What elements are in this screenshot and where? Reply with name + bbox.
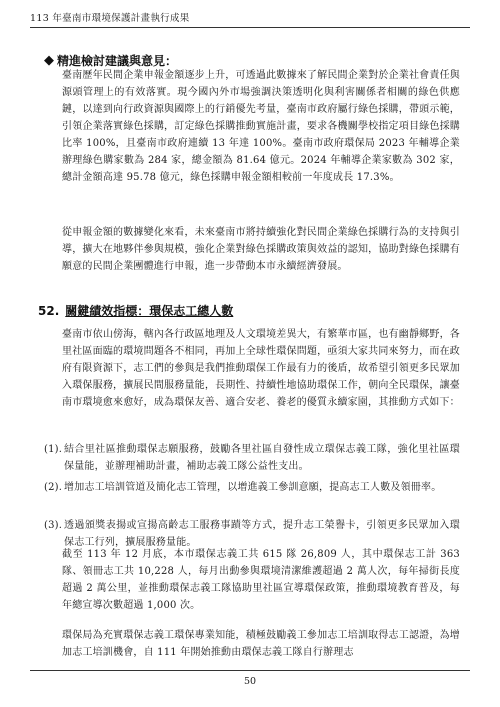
paragraph-review-2: 從申報金額的數據變化來看，未來臺南市將持續強化對民間企業綠色採購行為的支持與引導，擴大在地夥伴參與規模，強化企業對綠色採購政策與效益的認知，協助對綠色採購有願意的民間企業團體進行申報，進一步帶動本市永續經濟發展。 xyxy=(62,227,460,272)
section-title-text: 精進檢討建議與意見： xyxy=(57,54,178,68)
paragraph-training: 環保局為充實環保志義工環保專業知能，積極鼓勵義工參加志工培訓取得志工認證，為增加志工培訓機會，自 111 年開始推動由環保志義工隊自行辦理志 xyxy=(62,630,460,658)
paragraph-intro: 臺南市依山傍海，轄內各行政區地理及人文環境差異大，有繁華市區，也有幽靜鄉野，各里社區面臨的環境問題各不相同，再加上全球性環保問題，亟須大家共同來努力，而在政府有限資源下，志工們的參與是我們推動環保工作最有力的後盾，故希望引領更多民眾加入環保服務，擴展民間服務量能，長期性、持續性地協助環保工作，朝向全民環保，讓臺南市環境愈來愈好，成為環保友善、適合安老、養老的優質永續家園，其推動方式如下： xyxy=(62,329,460,408)
paragraph-review-1: 臺南歷年民間企業申報金額逐步上升，可透過此數據來了解民間企業對於企業社會責任與源頭管理上的有效落實。現今國內外市場強調決策透明化與利害關係者相關的綠色供應鏈，以達到向行政資源與國際上的行銷優先考量，臺南市政府屬行綠色採購，帶頭示範，引領企業落實綠色採購，訂定綠色採購推動實施計畫，要求各機關學校指定項目綠色採購比率 100%，且臺南市政府連續 13 年達 100%。臺南市政府環保局 2023 年輔導企業辦理綠色購家數為 284 家，總金額為 81.64 億元。2024 年輔導企業家數為 302 家，總計金額高達 95.78 億元，綠色採購申報金額相較前一年度成長 17.3%。 xyxy=(62,70,460,183)
diamond-bullet-icon: ◆ xyxy=(44,53,54,68)
list-item-text: 增加志工培訓管道及簡化志工管理，以增進義工參訓意願，提高志工人數及領冊率。 xyxy=(64,482,442,493)
list-item-marker: (2). xyxy=(44,482,63,493)
list-item-text: 結合里社區推動環保志願服務，鼓勵各里社區自發性成立環保志義工隊，強化里社區環保量能，並辦理補助計畫，補助志義工隊公益性支出。 xyxy=(64,444,460,472)
paragraph-stats: 截至 113 年 12 月底，本市環保志義工共 615 隊 26,809 人，其中環保志工計 363 隊、領冊志工共 10,228 人，每月出動參與環境清潔維護超過 2 萬人次，每年掃街長度超過 2 萬公里，並推動環保志義工隊協助里社區宣導環保政策，推動環境教育普及，每年總宣導次數超過 1,000 次。 xyxy=(62,549,460,611)
running-header: 113 年臺南市環境保護計畫執行成果 xyxy=(30,10,470,28)
list-item xyxy=(44,479,460,498)
list-item-marker: (3). xyxy=(44,520,63,531)
list-item-marker: (1). xyxy=(44,444,63,455)
indicator-title: 關鍵績效指標：環保志工總人數 xyxy=(65,304,234,318)
page-number: 50 xyxy=(243,676,257,687)
list-item xyxy=(44,441,460,477)
footer-divider xyxy=(30,670,470,671)
indicator-heading xyxy=(38,302,233,319)
indicator-number: 52. xyxy=(38,304,60,318)
list-item-text: 透過頒獎表揚或宣揚高齡志工服務事蹟等方式，提升志工榮譽卡，引領更多民眾加入環保志工行列，擴展服務量能。 xyxy=(64,520,460,548)
